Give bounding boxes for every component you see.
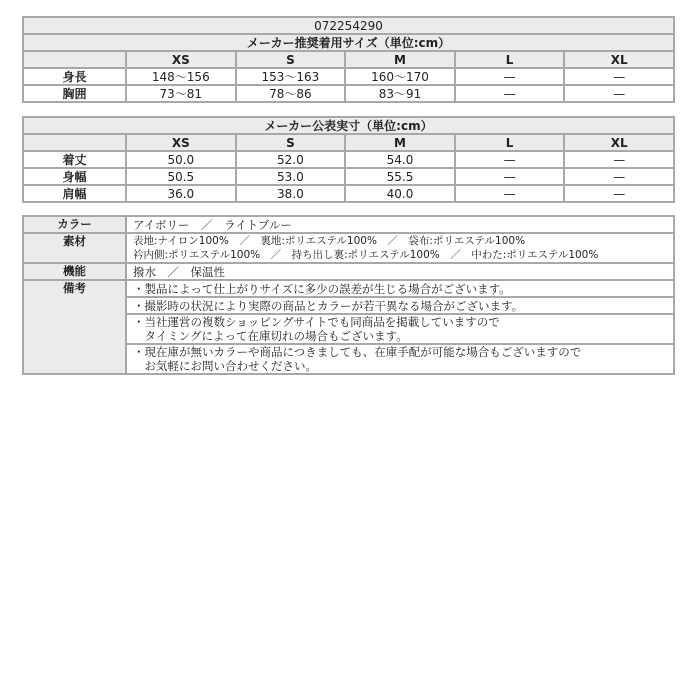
cell: 55.5 bbox=[345, 168, 455, 185]
function-value: 撥水 ／ 保温性 bbox=[126, 263, 674, 280]
note-line: お気軽にお問い合わせください。 bbox=[133, 359, 317, 373]
cell: 78～86 bbox=[236, 85, 346, 102]
table-row bbox=[23, 168, 674, 185]
size-header: XL bbox=[564, 51, 674, 68]
note-line: タイミングによって在庫切れの場合もございます。 bbox=[133, 329, 408, 343]
actual-size-table bbox=[22, 116, 675, 203]
size-header: XL bbox=[564, 134, 674, 151]
note-line: ・当社運営の複数ショッピングサイトでも同商品を掲載していますので bbox=[133, 315, 500, 329]
table-title: メーカー推奨着用サイズ（単位:cm） bbox=[23, 34, 674, 51]
size-header: L bbox=[455, 134, 565, 151]
cell: — bbox=[455, 68, 565, 85]
material-line: 表地:ナイロン100% ／ 裏地:ポリエステル100% ／ 袋布:ポリエステル100% bbox=[133, 235, 526, 247]
function-label: 機能 bbox=[23, 263, 126, 280]
cell: — bbox=[455, 151, 565, 168]
material-value bbox=[126, 233, 674, 263]
cell: — bbox=[564, 68, 674, 85]
table-row bbox=[23, 68, 674, 85]
size-header: S bbox=[236, 51, 346, 68]
cell: — bbox=[564, 185, 674, 202]
note-item bbox=[126, 297, 674, 314]
cell: — bbox=[564, 85, 674, 102]
size-header: M bbox=[345, 134, 455, 151]
row-label: 身幅 bbox=[23, 168, 126, 185]
size-header: XS bbox=[126, 51, 236, 68]
material-label: 素材 bbox=[23, 233, 126, 263]
table-row bbox=[23, 151, 674, 168]
size-header: M bbox=[345, 51, 455, 68]
table-row bbox=[23, 85, 674, 102]
cell: — bbox=[455, 85, 565, 102]
cell: 83～91 bbox=[345, 85, 455, 102]
spec-table bbox=[22, 215, 675, 375]
note-item bbox=[126, 280, 674, 297]
table-title: メーカー公表実寸（単位:cm） bbox=[23, 117, 674, 134]
cell: 36.0 bbox=[126, 185, 236, 202]
cell: 54.0 bbox=[345, 151, 455, 168]
cell: 153～163 bbox=[236, 68, 346, 85]
cell: 40.0 bbox=[345, 185, 455, 202]
product-code: 072254290 bbox=[23, 17, 674, 34]
row-label: 肩幅 bbox=[23, 185, 126, 202]
cell: 53.0 bbox=[236, 168, 346, 185]
note-line: ・撮影時の状況により実際の商品とカラーが若干異なる場合がございます。 bbox=[133, 298, 524, 313]
note-line: ・現在庫が無いカラーや商品につきましても、在庫手配が可能な場合もございますので bbox=[133, 345, 582, 359]
size-header: XS bbox=[126, 134, 236, 151]
cell: 38.0 bbox=[236, 185, 346, 202]
recommended-size-table bbox=[22, 16, 675, 103]
cell: 50.5 bbox=[126, 168, 236, 185]
notes-label: 備考 bbox=[23, 280, 126, 374]
note-item bbox=[126, 344, 674, 374]
size-header: L bbox=[455, 51, 565, 68]
cell: — bbox=[455, 168, 565, 185]
cell: — bbox=[564, 151, 674, 168]
color-value: アイボリー ／ ライトブルー bbox=[126, 216, 674, 233]
size-header: S bbox=[236, 134, 346, 151]
note-item bbox=[126, 314, 674, 344]
cell: — bbox=[564, 168, 674, 185]
material-line: 衿内側:ポリエステル100% ／ 持ち出し裏:ポリエステル100% ／ 中わた:ポリエステル100% bbox=[133, 249, 599, 261]
table-row bbox=[23, 185, 674, 202]
cell: 52.0 bbox=[236, 151, 346, 168]
row-label: 着丈 bbox=[23, 151, 126, 168]
cell: 160～170 bbox=[345, 68, 455, 85]
cell: 73～81 bbox=[126, 85, 236, 102]
cell: 148～156 bbox=[126, 68, 236, 85]
row-label: 身長 bbox=[23, 68, 126, 85]
color-label: カラー bbox=[23, 216, 126, 233]
cell: — bbox=[455, 185, 565, 202]
row-label: 胸囲 bbox=[23, 85, 126, 102]
note-line: ・製品によって仕上がりサイズに多少の誤差が生じる場合がございます。 bbox=[133, 281, 511, 296]
cell: 50.0 bbox=[126, 151, 236, 168]
